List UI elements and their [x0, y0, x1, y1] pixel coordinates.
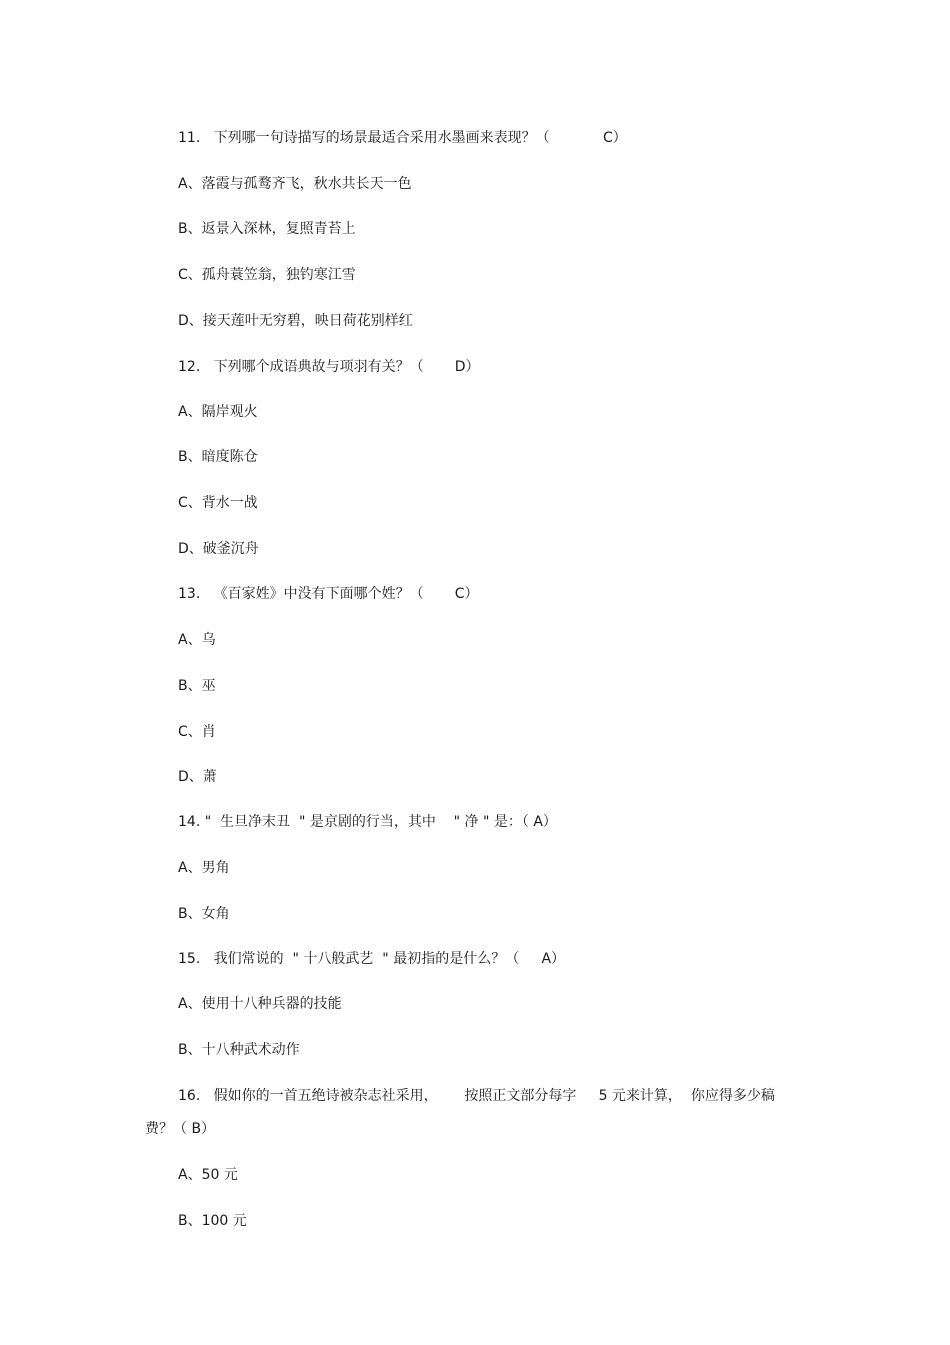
question-12: 12. 下列哪个成语典故与项羽有关？（ D） [178, 359, 480, 375]
question-14: 14. " 生旦净末丑 " 是京剧的行当，其中 " 净 " 是：（ A） [178, 814, 557, 830]
question-16: 16. 假如你的一首五绝诗被杂志社采用， 按照正文部分每字 5 元来计算， 你应得多少稿 [178, 1088, 775, 1104]
question-13: 13. 《百家姓》中没有下面哪个姓？（ C） [178, 586, 479, 602]
question-11: 11. 下列哪一句诗描写的场景最适合采用水墨画来表现？（ C） [178, 130, 627, 146]
question-11-option-a: A、落霞与孤鹜齐飞，秋水共长天一色 [178, 176, 412, 192]
question-11-option-d: D、接天莲叶无穷碧，映日荷花别样红 [178, 313, 413, 329]
question-11-option-c: C、孤舟蓑笠翁，独钓寒江雪 [178, 267, 356, 283]
question-16-option-b: B、100 元 [178, 1213, 247, 1229]
question-12-option-b: B、暗度陈仓 [178, 449, 258, 465]
question-16-option-a: A、50 元 [178, 1167, 238, 1183]
question-13-option-b: B、巫 [178, 678, 216, 694]
question-15-option-a: A、使用十八种兵器的技能 [178, 996, 342, 1012]
question-12-option-c: C、背水一战 [178, 495, 258, 511]
question-15: 15. 我们常说的 " 十八般武艺 " 最初指的是什么？（ A） [178, 951, 566, 967]
question-13-option-d: D、萧 [178, 769, 217, 785]
question-14-option-b: B、女角 [178, 906, 230, 922]
question-15-option-b: B、十八种武术动作 [178, 1042, 300, 1058]
question-12-option-a: A、隔岸观火 [178, 404, 258, 420]
question-11-option-b: B、返景入深林，复照青苔上 [178, 221, 356, 237]
question-13-option-a: A、乌 [178, 632, 216, 648]
question-14-option-a: A、男角 [178, 860, 230, 876]
question-13-option-c: C、肖 [178, 724, 216, 740]
question-12-option-d: D、破釜沉舟 [178, 541, 259, 557]
question-16-continuation: 费？（ B） [145, 1121, 216, 1137]
